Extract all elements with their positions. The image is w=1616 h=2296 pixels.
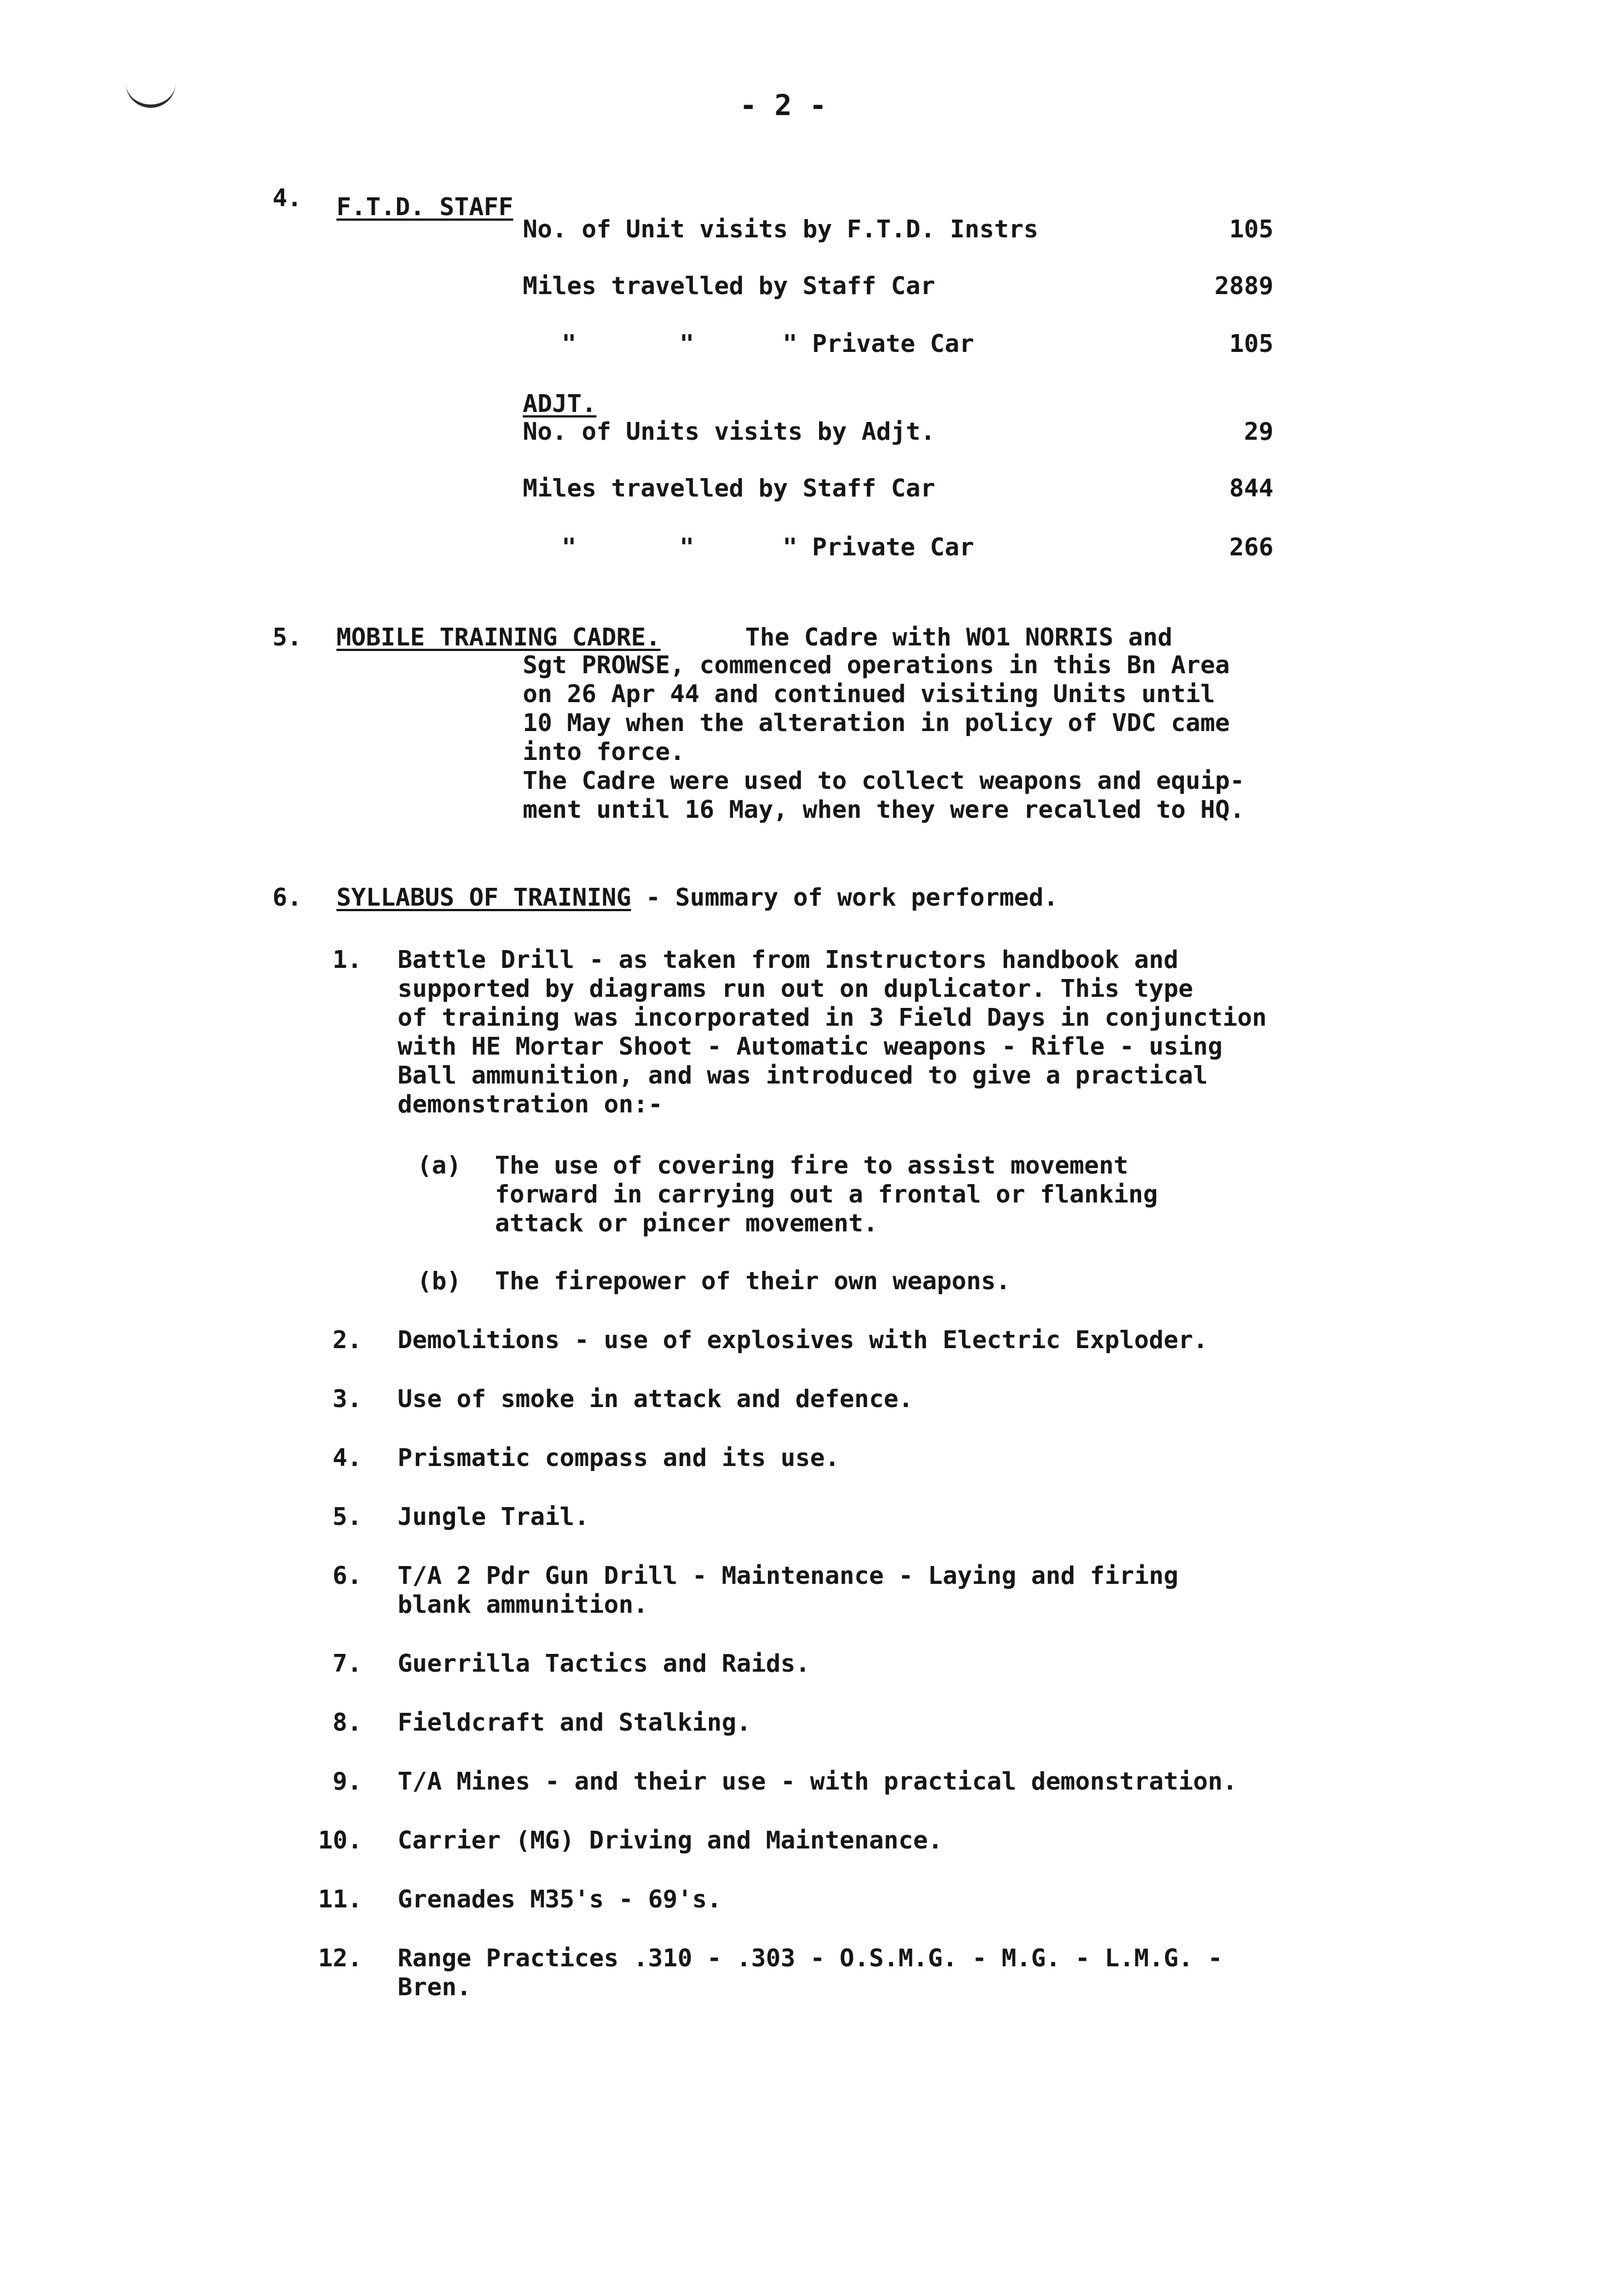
adjt-row-1-label: No. of Units visits by Adjt.	[523, 418, 935, 446]
adjt-row-2-label: Miles travelled by Staff Car	[523, 474, 935, 503]
item-11-number: 11.	[318, 1885, 363, 1914]
sec4-row-3-label: " " " Private Car	[562, 330, 974, 358]
item-10-number: 10.	[318, 1826, 363, 1855]
section-5-number: 5.	[272, 623, 302, 652]
item-11-text: Grenades M35's - 69's.	[398, 1885, 722, 1914]
item-3-number: 3.	[333, 1385, 362, 1413]
item-1a-line-3: attack or pincer movement.	[495, 1209, 878, 1238]
item-7-text: Guerrilla Tactics and Raids.	[398, 1649, 810, 1678]
item-6-line-1: T/A 2 Pdr Gun Drill - Maintenance - Laying and firing	[398, 1562, 1178, 1590]
item-12-number: 12.	[318, 1944, 363, 1972]
item-1-line-4: with HE Mortar Shoot - Automatic weapons - Rifle - using	[398, 1032, 1223, 1061]
item-12-line-2: Bren.	[398, 1973, 472, 2001]
section-6-number: 6.	[272, 883, 302, 912]
item-2-number: 2.	[333, 1326, 362, 1354]
adjt-row-3-value: 266	[1229, 533, 1273, 561]
item-12-line-1: Range Practices .310 - .303 - O.S.M.G. - M.G. - L.M.G. -	[398, 1944, 1223, 1972]
adjt-row-1-value: 29	[1244, 418, 1273, 446]
item-1a-label: (a)	[417, 1151, 462, 1180]
item-3-text: Use of smoke in attack and defence.	[398, 1385, 914, 1413]
item-7-number: 7.	[333, 1649, 362, 1678]
item-1-line-5: Ball ammunition, and was introduced to give a practical	[398, 1061, 1208, 1090]
item-1a-line-2: forward in carrying out a frontal or flanking	[495, 1180, 1158, 1209]
section-5-line-6: ment until 16 May, when they were recalled to HQ.	[523, 796, 1245, 824]
section-5-line-2: on 26 Apr 44 and continued visiting Units until	[523, 680, 1216, 708]
section-5-line-4: into force.	[523, 738, 685, 766]
adjt-row-3-label: " " " Private Car	[562, 533, 974, 561]
section-5-line-3: 10 May when the alteration in policy of VDC came	[523, 709, 1230, 737]
item-9-text: T/A Mines - and their use - with practical demonstration.	[398, 1767, 1237, 1796]
section-4-heading: F.T.D. STAFF	[336, 193, 513, 221]
item-5-number: 5.	[333, 1503, 362, 1531]
item-5-text: Jungle Trail.	[398, 1503, 589, 1531]
sec4-row-1-label: No. of Unit visits by F.T.D. Instrs	[523, 215, 1039, 243]
item-8-number: 8.	[333, 1708, 362, 1737]
item-1-line-6: demonstration on:-	[398, 1090, 663, 1119]
page-number: - 2 -	[740, 89, 827, 122]
section-5-first-line: The Cadre with WO1 NORRIS and	[745, 623, 1173, 652]
item-1-line-3: of training was incorporated in 3 Field Days in conjunction	[398, 1003, 1267, 1032]
item-2-text: Demolitions - use of explosives with Electric Exploder.	[398, 1326, 1208, 1354]
sec4-row-2-value: 2889	[1215, 272, 1273, 300]
item-10-text: Carrier (MG) Driving and Maintenance.	[398, 1826, 943, 1855]
section-6-heading-rest: - Summary of work performed.	[631, 883, 1059, 912]
adjt-heading: ADJT.	[523, 390, 597, 418]
item-1-line-2: supported by diagrams run out on duplicator. This type	[398, 975, 1193, 1003]
section-5-heading: MOBILE TRAINING CADRE.	[336, 623, 661, 652]
section-5-line-5: The Cadre were used to collect weapons and equip-	[523, 767, 1245, 795]
item-4-number: 4.	[333, 1444, 362, 1472]
section-6-heading-line	[336, 883, 1058, 913]
item-1b-text: The firepower of their own weapons.	[495, 1267, 1011, 1295]
sec4-row-2-label: Miles travelled by Staff Car	[523, 272, 935, 300]
item-1-line-1: Battle Drill - as taken from Instructors handbook and	[398, 946, 1178, 974]
item-6-number: 6.	[333, 1562, 362, 1590]
item-1a-line-1: The use of covering fire to assist movement	[495, 1151, 1129, 1180]
item-4-text: Prismatic compass and its use.	[398, 1444, 840, 1472]
sec4-row-1-value: 105	[1229, 215, 1273, 243]
sec4-row-3-value: 105	[1229, 330, 1273, 358]
item-8-text: Fieldcraft and Stalking.	[398, 1708, 751, 1737]
section-5-line-1: Sgt PROWSE, commenced operations in this Bn Area	[523, 651, 1230, 679]
section-6-heading: SYLLABUS OF TRAINING	[336, 883, 631, 912]
item-6-line-2: blank ammunition.	[398, 1591, 648, 1619]
item-1-number: 1.	[333, 946, 362, 974]
section-4-number: 4.	[272, 184, 302, 212]
punch-hole-mark	[126, 71, 176, 108]
item-9-number: 9.	[333, 1767, 362, 1796]
adjt-row-2-value: 844	[1229, 474, 1273, 503]
item-1b-label: (b)	[417, 1267, 462, 1295]
